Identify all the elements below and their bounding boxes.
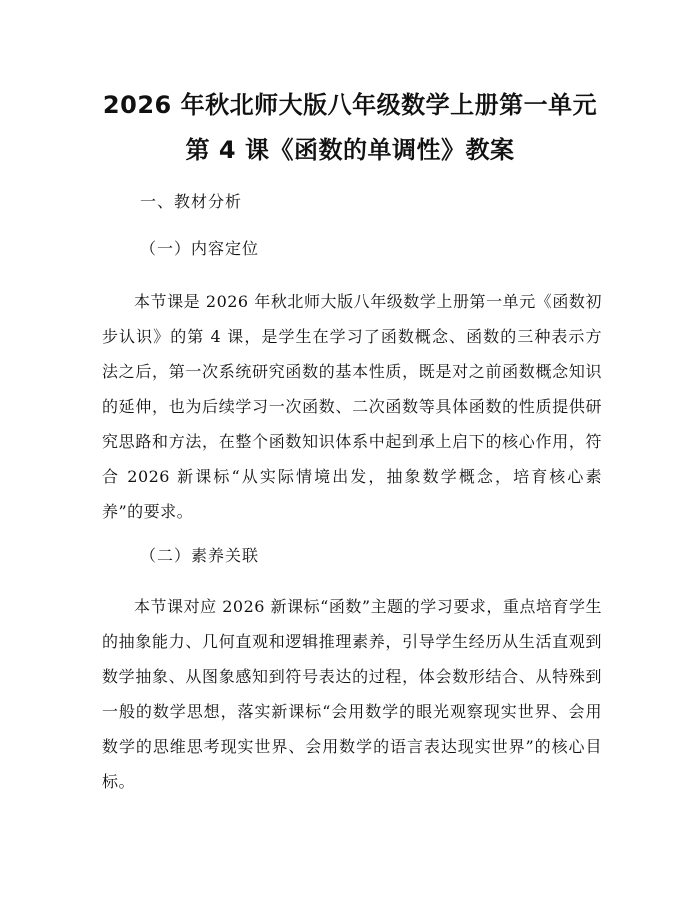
paragraph-literacy-connection: 本节课对应 2026 新课标“函数”主题的学习要求，重点培育学生的抽象能力、几何直观和逻辑推理素养，引导学生经历从生活直观到数学抽象、从图象感知到符号表达的过程，体会数形结合、从特殊到一般的数学思想，落实新课标“会用数学的眼光观察现实世界、会用数学的思维思考现实世界、会用数学的语言表达现实世界”的核心目标。	[102, 597, 602, 791]
paragraph-content-positioning: 本节课是 2026 年秋北师大版八年级数学上册第一单元《函数初步认识》的第 4 课，是学生在学习了函数概念、函数的三种表示方法之后，第一次系统研究函数的基本性质，既是对之前函数概念知识的延伸，也为后续学习一次函数、二次函数等具体函数的性质提供研究思路和方法，在整个函数知识体系中起到承上启下的核心作用，符合 2026 新课标“从实际情境出发，抽象数学概念，培育核心素养”的要求。	[102, 292, 602, 521]
subsection-heading-content-positioning: （一）内容定位	[140, 239, 260, 258]
document-title-line-1: 2026 年秋北师大版八年级数学上册第一单元	[102, 91, 598, 119]
document-title-line-2: 第 4 课《函数的单调性》教案	[185, 136, 515, 164]
subsection-heading-literacy-connection: （二）素养关联	[140, 546, 260, 565]
section-heading-textbook-analysis: 一、教材分析	[140, 192, 243, 211]
